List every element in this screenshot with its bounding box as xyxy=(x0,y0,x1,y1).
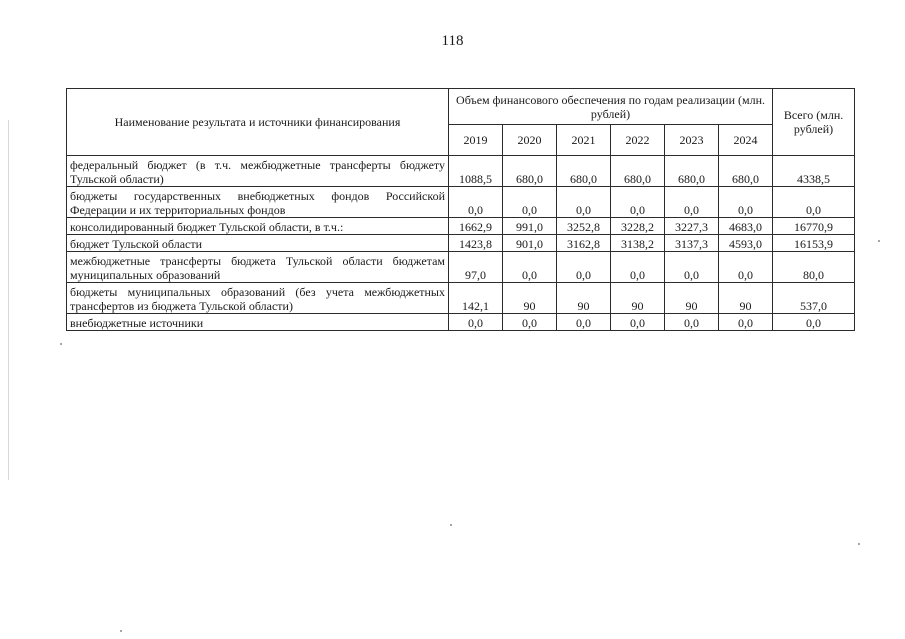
row-value: 1088,5 xyxy=(449,156,503,187)
row-total: 0,0 xyxy=(773,314,855,331)
row-value: 680,0 xyxy=(557,156,611,187)
row-name: бюджет Тульской области xyxy=(67,235,449,252)
row-name: бюджеты муниципальных образований (без учета межбюджетных трансфертов из бюджета Тульской области) xyxy=(67,283,449,314)
row-value: 0,0 xyxy=(557,314,611,331)
row-value: 0,0 xyxy=(665,252,719,283)
scan-speck xyxy=(878,240,880,242)
header-year: 2022 xyxy=(611,125,665,156)
row-total: 16153,9 xyxy=(773,235,855,252)
table-row xyxy=(67,314,855,331)
row-value: 3162,8 xyxy=(557,235,611,252)
row-name: консолидированный бюджет Тульской области, в т.ч.: xyxy=(67,218,449,235)
row-value: 991,0 xyxy=(503,218,557,235)
financing-table xyxy=(66,88,855,331)
row-total: 4338,5 xyxy=(773,156,855,187)
row-value: 0,0 xyxy=(719,252,773,283)
header-year: 2020 xyxy=(503,125,557,156)
header-year: 2023 xyxy=(665,125,719,156)
table-row xyxy=(67,252,855,283)
row-value: 3227,3 xyxy=(665,218,719,235)
header-year: 2019 xyxy=(449,125,503,156)
row-value: 0,0 xyxy=(611,252,665,283)
scan-speck xyxy=(858,543,860,545)
header-name-column: Наименование результата и источники финансирования xyxy=(67,89,449,156)
row-value: 4593,0 xyxy=(719,235,773,252)
row-value: 680,0 xyxy=(719,156,773,187)
table-row xyxy=(67,283,855,314)
row-value: 680,0 xyxy=(665,156,719,187)
row-value: 1662,9 xyxy=(449,218,503,235)
row-value: 4683,0 xyxy=(719,218,773,235)
table-row xyxy=(67,187,855,218)
row-value: 3137,3 xyxy=(665,235,719,252)
table-row xyxy=(67,218,855,235)
row-value: 90 xyxy=(503,283,557,314)
row-value: 0,0 xyxy=(665,314,719,331)
row-value: 3252,8 xyxy=(557,218,611,235)
row-value: 901,0 xyxy=(503,235,557,252)
row-total: 0,0 xyxy=(773,187,855,218)
scan-speck xyxy=(120,630,122,632)
row-value: 0,0 xyxy=(449,187,503,218)
row-value: 142,1 xyxy=(449,283,503,314)
row-value: 1423,8 xyxy=(449,235,503,252)
row-value: 3228,2 xyxy=(611,218,665,235)
row-value: 3138,2 xyxy=(611,235,665,252)
row-value: 0,0 xyxy=(503,187,557,218)
scan-speck xyxy=(450,524,452,526)
row-value: 90 xyxy=(719,283,773,314)
row-name: внебюджетные источники xyxy=(67,314,449,331)
scan-speck xyxy=(60,343,62,345)
row-value: 0,0 xyxy=(503,314,557,331)
row-value: 680,0 xyxy=(503,156,557,187)
row-value: 0,0 xyxy=(665,187,719,218)
table-header-row xyxy=(67,89,855,125)
row-name: бюджеты государственных внебюджетных фондов Российской Федерации и их территориальных фондов xyxy=(67,187,449,218)
row-value: 0,0 xyxy=(611,187,665,218)
row-value: 0,0 xyxy=(719,187,773,218)
row-total: 80,0 xyxy=(773,252,855,283)
row-name: межбюджетные трансферты бюджета Тульской области бюджетам муниципальных образований xyxy=(67,252,449,283)
row-value: 90 xyxy=(611,283,665,314)
row-value: 90 xyxy=(665,283,719,314)
row-total: 537,0 xyxy=(773,283,855,314)
row-value: 680,0 xyxy=(611,156,665,187)
row-value: 0,0 xyxy=(611,314,665,331)
table-row xyxy=(67,156,855,187)
page-number: 118 xyxy=(441,33,464,49)
header-year-group: Объем финансового обеспечения по годам реализации (млн. рублей) xyxy=(449,89,773,125)
row-value: 0,0 xyxy=(557,187,611,218)
row-value: 90 xyxy=(557,283,611,314)
scan-edge-line xyxy=(8,120,9,480)
header-year: 2024 xyxy=(719,125,773,156)
header-year: 2021 xyxy=(557,125,611,156)
row-value: 0,0 xyxy=(503,252,557,283)
row-value: 97,0 xyxy=(449,252,503,283)
row-value: 0,0 xyxy=(557,252,611,283)
row-value: 0,0 xyxy=(719,314,773,331)
row-value: 0,0 xyxy=(449,314,503,331)
row-total: 16770,9 xyxy=(773,218,855,235)
table-row xyxy=(67,235,855,252)
header-total-column: Всего (млн. рублей) xyxy=(773,89,855,156)
row-name: федеральный бюджет (в т.ч. межбюджетные трансферты бюджету Тульской области) xyxy=(67,156,449,187)
